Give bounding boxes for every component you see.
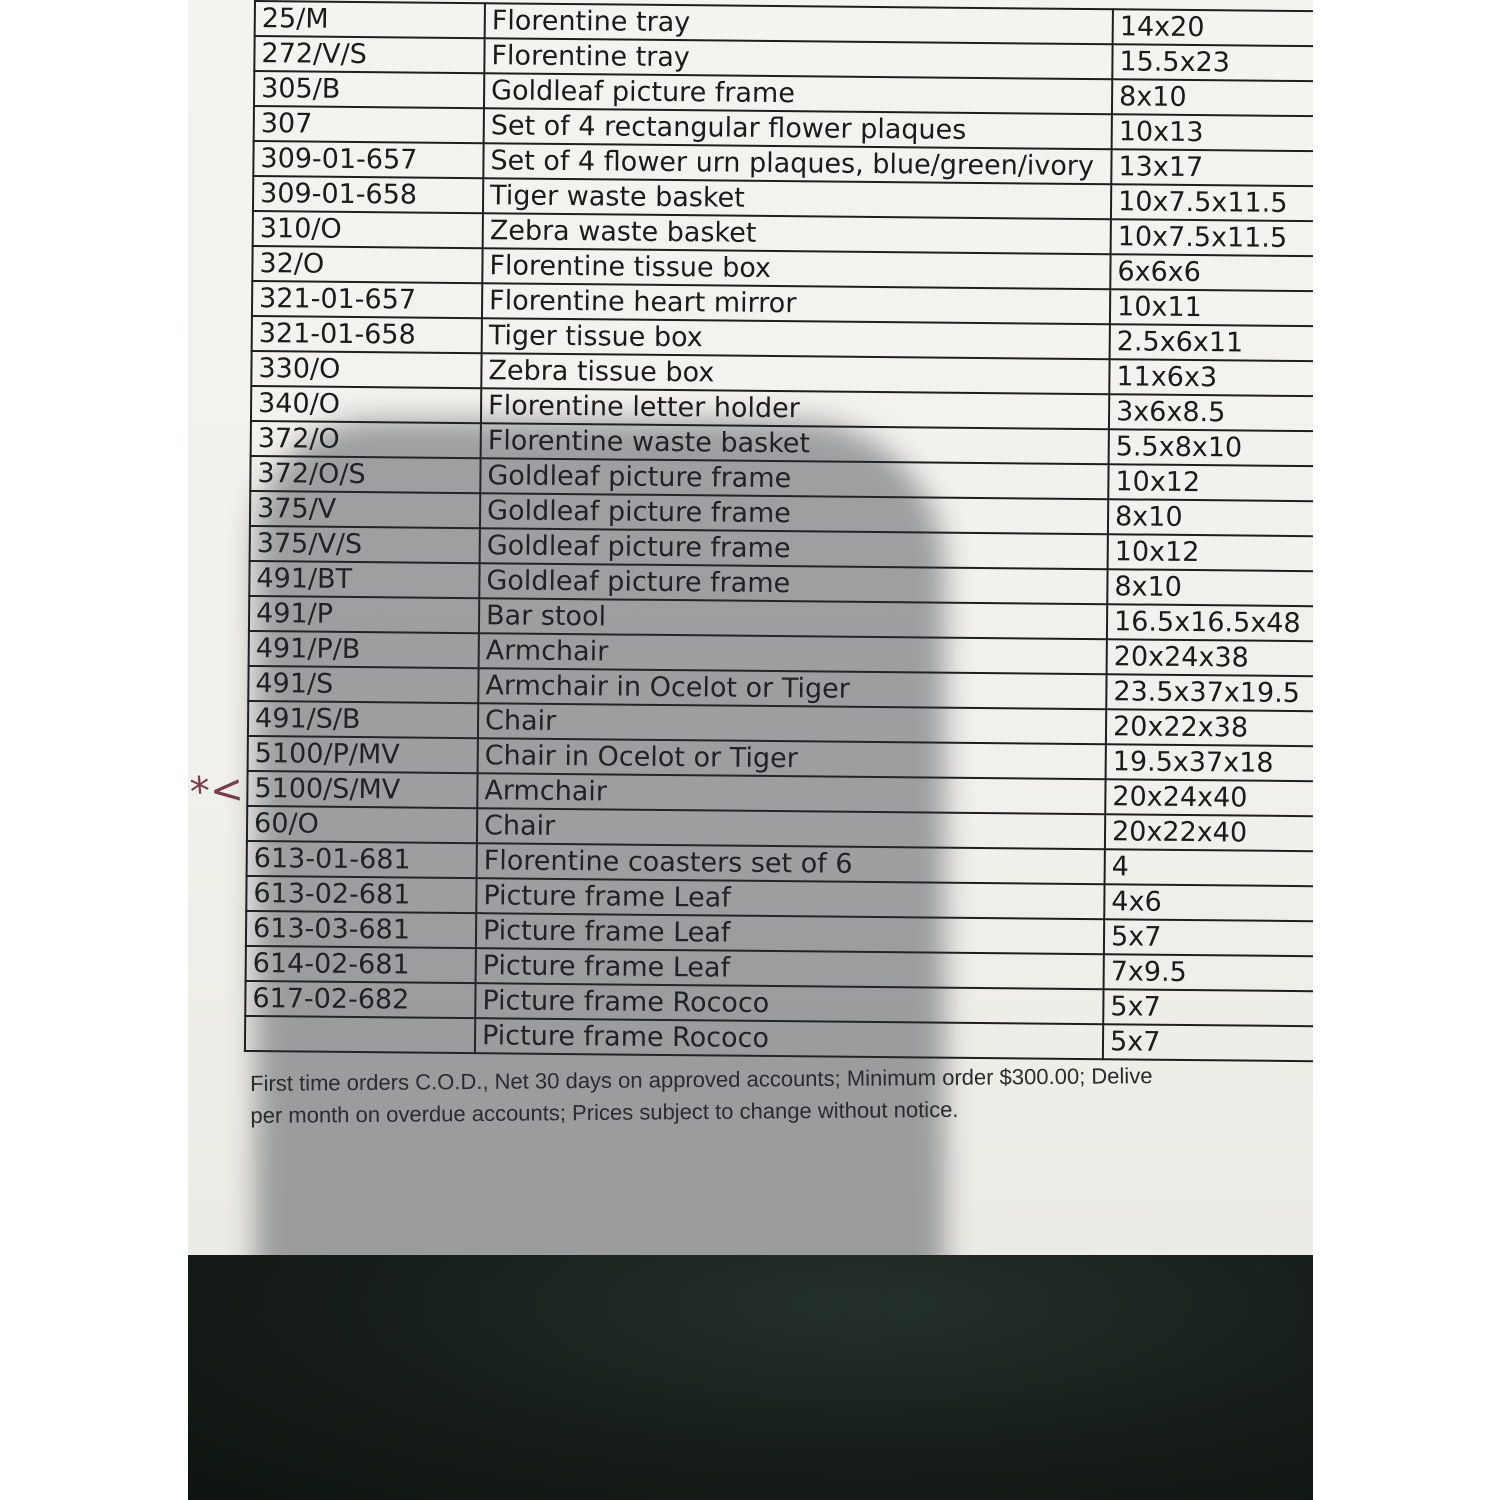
cell-size: 13x17 [1111, 149, 1313, 186]
cell-code: 340/O [251, 386, 481, 423]
cell-code: 272/V/S [254, 36, 484, 73]
cell-code: 491/BT [249, 561, 479, 598]
cell-desc: Florentine tissue box [482, 248, 1110, 289]
cell-code: 613-03-681 [246, 911, 476, 948]
cell-size: 5x7 [1103, 989, 1313, 1026]
cell-size: 10x11 [1110, 289, 1313, 326]
cell-code: 310/O [253, 211, 483, 248]
cell-desc: Tiger tissue box [482, 318, 1110, 359]
cell-code: 60/O [247, 806, 477, 843]
cell-code: 25/M [255, 1, 485, 38]
cell-size: 6x6x6 [1110, 254, 1313, 291]
cell-size: 16.5x16.5x48 [1107, 604, 1313, 641]
cell-desc: Picture frame Leaf [476, 948, 1104, 989]
dark-fabric [188, 1255, 1313, 1500]
cell-code: 613-02-681 [246, 876, 476, 913]
cell-code: 491/S [248, 666, 478, 703]
cell-size: 15.5x23 [1112, 44, 1313, 81]
cell-desc: Zebra tissue box [481, 353, 1109, 394]
cell-size: 4 [1105, 849, 1313, 886]
cell-code: 614-02-681 [246, 946, 476, 983]
cell-desc: Goldleaf picture frame [480, 528, 1108, 569]
cell-desc: Florentine tray [484, 38, 1112, 79]
cell-code: 372/O/S [250, 456, 480, 493]
cell-desc: Goldleaf picture frame [484, 73, 1112, 114]
cell-desc: Florentine waste basket [481, 423, 1109, 464]
cell-code: 375/V/S [250, 526, 480, 563]
cell-code: 321-01-657 [252, 281, 482, 318]
cell-code: 491/P [249, 596, 479, 633]
cell-size: 20x24x38 [1107, 639, 1313, 676]
cell-code: 5100/P/MV [248, 736, 478, 773]
cell-desc: Florentine tray [485, 3, 1113, 44]
cell-size: 7x9.5 [1104, 954, 1313, 991]
cell-code: 617-02-682 [245, 981, 475, 1018]
terms-line-2: per month on overdue accounts; Prices subject to change without notice. [250, 1096, 959, 1128]
terms-line-1: First time orders C.O.D., Net 30 days on approved accounts; Minimum order $300.00; Delive [250, 1063, 1153, 1096]
cell-desc: Chair in Ocelot or Tiger [478, 738, 1106, 779]
cell-size: 5x7 [1103, 1024, 1313, 1061]
background-right [1313, 0, 1500, 1500]
cell-code: 309-01-658 [253, 176, 483, 213]
cell-size: 10x12 [1108, 464, 1313, 501]
cell-size: 5.5x8x10 [1109, 429, 1313, 466]
cell-size: 4x6 [1104, 884, 1313, 921]
cell-code: 491/P/B [249, 631, 479, 668]
cell-code: 307 [254, 106, 484, 143]
cell-size: 10x13 [1112, 114, 1313, 151]
cell-size: 8x10 [1112, 79, 1313, 116]
cell-size: 10x7.5x11.5 [1111, 184, 1313, 221]
cell-desc: Picture frame Rococo [475, 1018, 1103, 1059]
cell-code: 5100/S/MV [247, 771, 477, 808]
cell-size: 10x7.5x11.5 [1111, 219, 1313, 256]
cell-size: 20x22x38 [1106, 709, 1313, 746]
cell-desc: Florentine letter holder [481, 388, 1109, 429]
cell-code: 309-01-657 [253, 141, 483, 178]
cell-code: 305/B [254, 71, 484, 108]
cell-size: 23.5x37x19.5 [1106, 674, 1313, 711]
cell-size: 5x7 [1104, 919, 1313, 956]
cell-desc: Picture frame Leaf [476, 913, 1104, 954]
cell-code: 32/O [252, 246, 482, 283]
cell-size: 8x10 [1107, 569, 1313, 606]
cell-size: 10x12 [1108, 534, 1313, 571]
cell-desc: Picture frame Rococo [475, 983, 1103, 1024]
cell-desc: Armchair in Ocelot or Tiger [478, 668, 1106, 709]
cell-size: 19.5x37x18 [1106, 744, 1313, 781]
cell-size: 8x10 [1108, 499, 1313, 536]
cell-desc: Florentine heart mirror [482, 283, 1110, 324]
cell-code: 330/O [251, 351, 481, 388]
background-left [0, 0, 188, 1500]
cell-size: 20x22x40 [1105, 814, 1313, 851]
cell-size: 11x6x3 [1109, 359, 1313, 396]
cell-desc: Zebra waste basket [483, 213, 1111, 254]
cell-size: 20x24x40 [1105, 779, 1313, 816]
cell-code: 613-01-681 [247, 841, 477, 878]
cell-desc: Florentine coasters set of 6 [477, 843, 1105, 884]
cell-desc: Chair [477, 808, 1105, 849]
handwritten-mark: *< [188, 766, 246, 816]
cell-desc: Armchair [477, 773, 1105, 814]
cell-code: 321-01-658 [252, 316, 482, 353]
cell-code: 372/O [251, 421, 481, 458]
cell-desc: Set of 4 rectangular flower plaques [484, 108, 1112, 149]
cell-desc: Goldleaf picture frame [479, 563, 1107, 604]
cell-desc: Tiger waste basket [483, 178, 1111, 219]
cell-desc: Armchair [479, 633, 1107, 674]
cell-code: 491/S/B [248, 701, 478, 738]
cell-code: 375/V [250, 491, 480, 528]
cell-desc: Goldleaf picture frame [480, 493, 1108, 534]
cell-size: 2.5x6x11 [1110, 324, 1313, 361]
cell-desc: Set of 4 flower urn plaques, blue/green/ivory [483, 143, 1111, 184]
cell-size: 14x20 [1113, 9, 1313, 46]
cell-desc: Chair [478, 703, 1106, 744]
cell-desc: Bar stool [479, 598, 1107, 639]
cell-size: 3x6x8.5 [1109, 394, 1313, 431]
cell-desc: Picture frame Leaf [476, 878, 1104, 919]
cell-desc: Goldleaf picture frame [480, 458, 1108, 499]
